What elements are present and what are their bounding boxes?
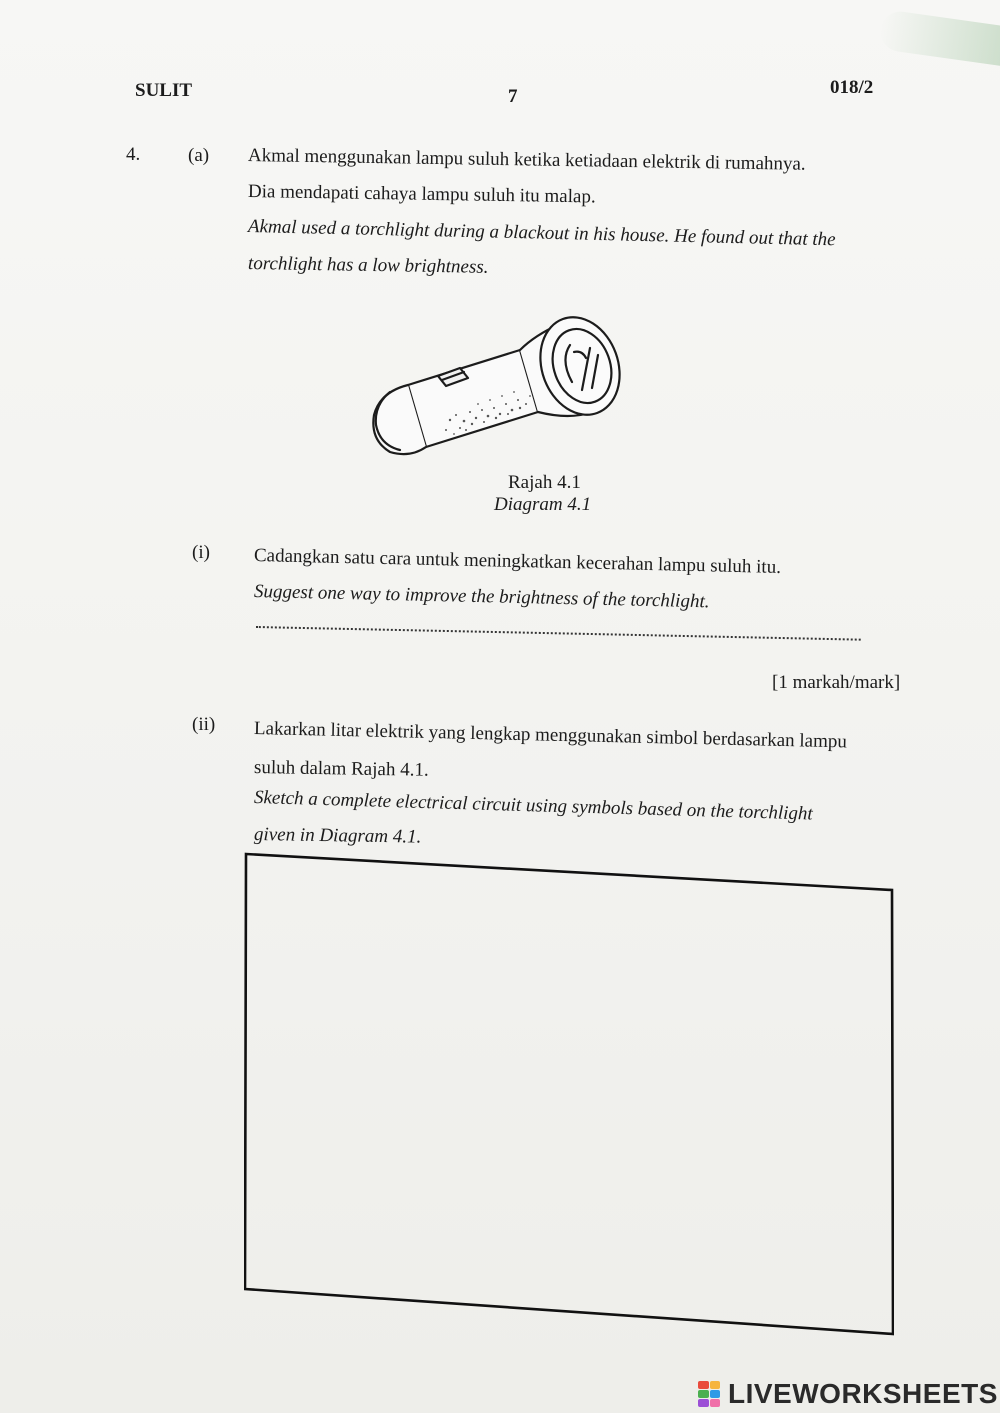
sub-ii-english-line1: Sketch a complete electrical circuit using symbols based on the torchlight [253,787,814,825]
liveworksheets-logo-icon [698,1381,720,1407]
logo-square [698,1399,709,1407]
paper-code: 018/2 [830,77,874,98]
sub-ii-malay-line1: Lakarkan litar elektrik yang lengkap menggunakan simbol berdasarkan lampu [253,718,848,753]
logo-square [710,1381,721,1389]
part-a-malay-line1: Akmal menggunakan lampu suluh ketika ketiadaan elektrik di rumahnya. [247,145,806,175]
figure-caption-english: Diagram 4.1 [494,494,592,515]
sub-i-english: Suggest one way to improve the brightness of the torchlight. [253,581,710,613]
sub-ii-label: (ii) [192,714,216,735]
part-a-english-line1: Akmal used a torchlight during a blackout in his house. He found out that the [247,216,836,251]
logo-square [698,1390,709,1398]
liveworksheets-logo [698,1378,998,1410]
sub-i-mark: [1 markah/mark] [772,672,901,693]
page-number: 7 [508,86,518,107]
figure-caption-malay: Rajah 4.1 [508,472,581,493]
page-corner-shadow [878,9,1000,71]
part-a-label: (a) [188,145,210,166]
logo-square [710,1390,721,1398]
torchlight-illustration [360,300,640,470]
part-a-malay-line2: Dia mendapati cahaya lampu suluh itu malap. [247,181,596,208]
liveworksheets-wordmark: LIVEWORKSHEETS [728,1378,998,1409]
sub-i-malay: Cadangkan satu cara untuk meningkatkan kecerahan lampu suluh itu. [253,545,782,578]
part-a-english-line2: torchlight has a low brightness. [247,253,489,278]
sketch-answer-box[interactable] [244,852,894,1336]
sub-ii-english-line2: given in Diagram 4.1. [253,824,422,848]
logo-square [698,1381,709,1389]
answer-line-i[interactable] [256,612,861,641]
logo-square [710,1399,721,1407]
question-number: 4. [126,144,141,165]
header-confidential-label: SULIT [135,80,193,101]
sub-i-label: (i) [192,542,210,563]
sub-ii-malay-line2: suluh dalam Rajah 4.1. [253,757,429,781]
